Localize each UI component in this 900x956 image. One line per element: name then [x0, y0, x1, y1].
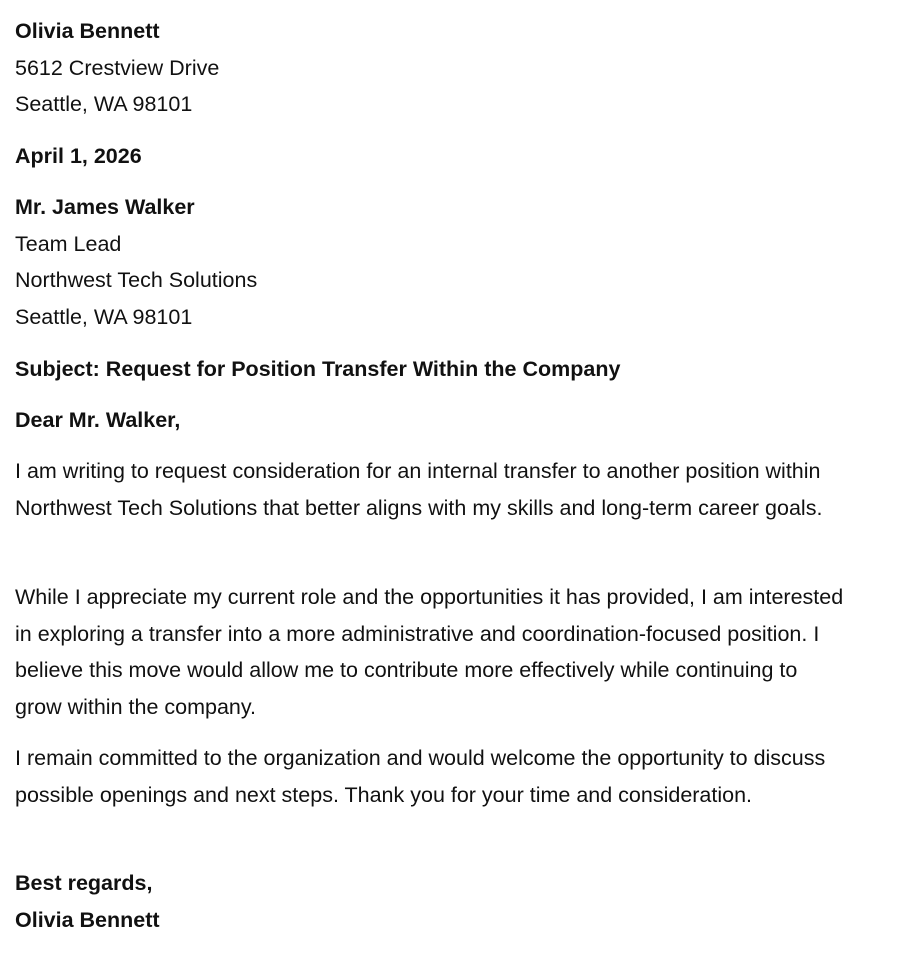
sender-street: 5612 Crestview Drive [15, 55, 220, 80]
sender-block [15, 13, 219, 123]
closing: Best regards, [15, 871, 153, 895]
sender-name: Olivia Bennett [15, 19, 160, 43]
closing-block [15, 865, 160, 938]
recipient-block [15, 189, 257, 336]
subject-line: Subject: Request for Position Transfer Within the Company [15, 357, 621, 381]
body-paragraph: I am writing to request consideration for an internal transfer to another position within Northwest Tech Solutions that better aligns with my skills and long-term career goals. [15, 459, 823, 520]
letter-date: April 1, 2026 [15, 144, 142, 168]
recipient-name: Mr. James Walker [15, 195, 195, 219]
signature-name: Olivia Bennett [15, 907, 160, 932]
recipient-company: Northwest Tech Solutions [15, 268, 258, 293]
body-paragraph: I remain committed to the organization and would welcome the opportunity to discuss possible openings and next steps. Thank you for your time and consideration. [15, 746, 826, 807]
recipient-title: Team Lead [15, 231, 122, 256]
body-paragraph: While I appreciate my current role and the opportunities it has provided, I am interested in exploring a transfer into a more administrative and coordination-focused position. I believe this move would allow me to contribute more effectively while continuing to grow within the company. [15, 585, 844, 720]
sender-city: Seattle, WA 98101 [15, 92, 193, 117]
recipient-city: Seattle, WA 98101 [15, 305, 193, 330]
salutation: Dear Mr. Walker, [15, 408, 181, 432]
